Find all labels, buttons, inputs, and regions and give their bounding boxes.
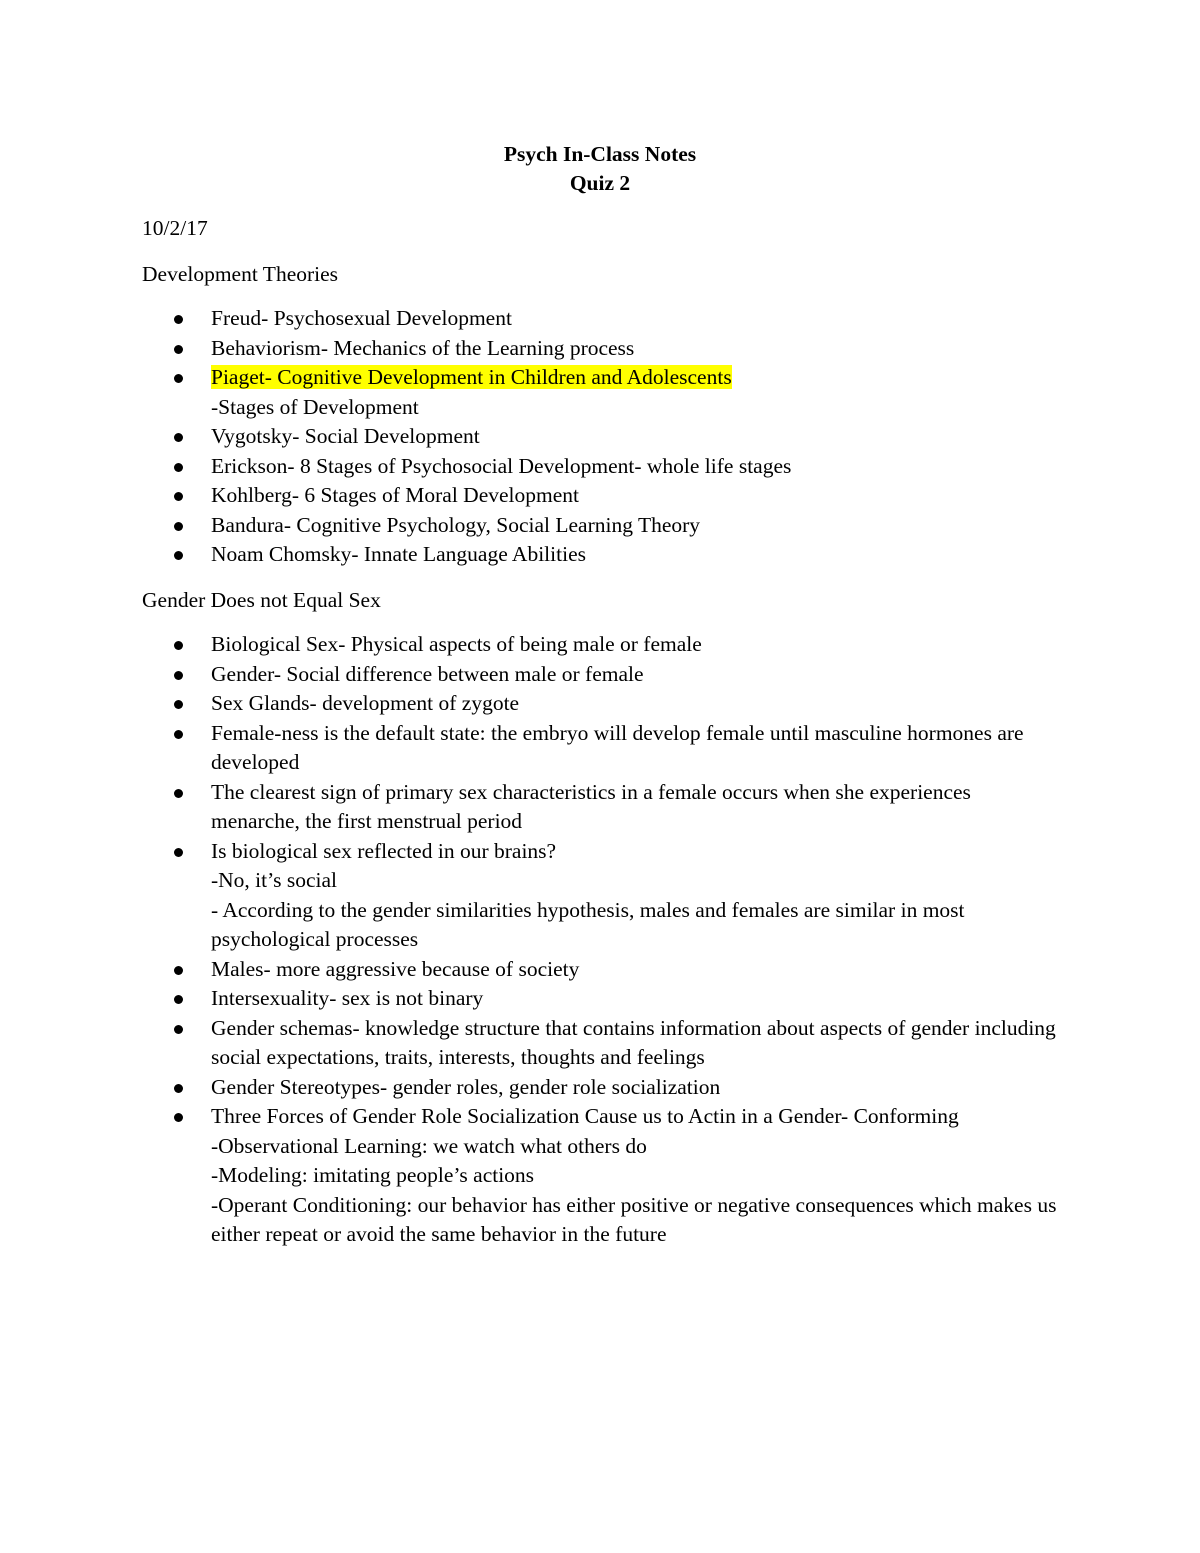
bullet-item	[142, 363, 1062, 422]
document-subtitle: Quiz 2	[569, 171, 631, 195]
bullet-text: Intersexuality- sex is not binary	[211, 986, 484, 1010]
bullet-subline: -Observational Learning: we watch what others do	[211, 1133, 647, 1158]
bullet-text: Erickson- 8 Stages of Psychosocial Development- whole life stages	[211, 453, 792, 478]
bullet-text: Freud- Psychosexual Development	[211, 306, 512, 330]
bullet-item	[142, 1102, 1062, 1250]
bullet-dot-icon	[174, 789, 183, 798]
bullet-dot-icon	[174, 492, 183, 501]
bullet-text: Biological Sex- Physical aspects of being male or female	[211, 632, 702, 656]
bullet-text: Males- more aggressive because of society	[211, 956, 580, 981]
bullet-text: Gender- Social difference between male or female	[211, 661, 644, 686]
bullet-item	[142, 511, 1062, 541]
bullet-list	[142, 304, 1062, 570]
bullet-text: Piaget- Cognitive Development in Children and Adolescents	[211, 365, 732, 389]
bullet-subline: -Modeling: imitating people’s actions	[211, 1163, 535, 1187]
section-heading: Development Theories	[142, 261, 339, 286]
bullet-dot-icon	[174, 848, 183, 857]
bullet-dot-icon	[174, 1084, 183, 1093]
bullet-text: Behaviorism- Mechanics of the Learning process	[211, 335, 635, 360]
bullet-text: The clearest sign of primary sex characteristics in a female occurs when she experiences menarche, the first menstrual period	[211, 779, 971, 833]
bullet-dot-icon	[174, 641, 183, 650]
bullet-dot-icon	[174, 551, 183, 560]
bullet-dot-icon	[174, 700, 183, 709]
bullet-list	[142, 630, 1062, 1250]
bullet-dot-icon	[174, 671, 183, 680]
bullet-dot-icon	[174, 463, 183, 472]
bullet-item	[142, 334, 1062, 364]
bullet-item	[142, 719, 1062, 778]
bullet-dot-icon	[174, 730, 183, 739]
bullet-dot-icon	[174, 966, 183, 975]
bullet-item	[142, 837, 1062, 955]
bullet-item	[142, 630, 1062, 660]
bullet-item	[142, 660, 1062, 690]
bullet-item	[142, 540, 1062, 570]
bullet-text: Bandura- Cognitive Psychology, Social Learning Theory	[211, 512, 701, 537]
bullet-subline: - According to the gender similarities hypothesis, males and females are similar in most psychological processes	[211, 897, 965, 951]
bullet-text: Female-ness is the default state: the embryo will develop female until masculine hormones are developed	[211, 720, 1024, 774]
bullet-item	[142, 778, 1062, 837]
bullet-dot-icon	[174, 1113, 183, 1122]
bullet-item	[142, 1014, 1062, 1073]
bullet-subline: -Operant Conditioning: our behavior has either positive or negative consequences which makes us either repeat or avoid the same behavior in the future	[211, 1192, 1057, 1246]
bullet-text: Kohlberg- 6 Stages of Moral Development	[211, 483, 580, 507]
bullet-dot-icon	[174, 345, 183, 354]
document-content	[142, 140, 1062, 1250]
bullet-item	[142, 984, 1062, 1014]
bullet-text: Gender Stereotypes- gender roles, gender role socialization	[211, 1074, 721, 1099]
document-date: 10/2/17	[142, 216, 208, 240]
bullet-dot-icon	[174, 374, 183, 383]
bullet-dot-icon	[174, 315, 183, 324]
bullet-item	[142, 481, 1062, 511]
bullet-item	[142, 304, 1062, 334]
bullet-item	[142, 422, 1062, 452]
bullet-subline: -Stages of Development	[211, 394, 419, 419]
bullet-text: Noam Chomsky- Innate Language Abilities	[211, 542, 586, 566]
bullet-item	[142, 689, 1062, 719]
bullet-text: Is biological sex reflected in our brains?	[211, 838, 557, 863]
bullet-item	[142, 452, 1062, 482]
bullet-text: Vygotsky- Social Development	[211, 424, 480, 448]
section-heading: Gender Does not Equal Sex	[142, 587, 381, 612]
bullet-item	[142, 955, 1062, 985]
bullet-text: Three Forces of Gender Role Socialization Cause us to Actin in a Gender- Conforming	[211, 1104, 959, 1128]
bullet-dot-icon	[174, 433, 183, 442]
bullet-text: Sex Glands- development of zygote	[211, 691, 520, 715]
bullet-dot-icon	[174, 995, 183, 1004]
bullet-item	[142, 1073, 1062, 1103]
bullet-dot-icon	[174, 1025, 183, 1034]
title-block	[0, 140, 1200, 198]
bullet-subline: -No, it’s social	[211, 868, 337, 892]
bullet-dot-icon	[174, 522, 183, 531]
document-title: Psych In-Class Notes	[503, 142, 697, 166]
bullet-text: Gender schemas- knowledge structure that contains information about aspects of gender including social expectations, traits, interests, thoughts and feelings	[211, 1015, 1056, 1069]
sections-container	[142, 260, 1062, 1250]
